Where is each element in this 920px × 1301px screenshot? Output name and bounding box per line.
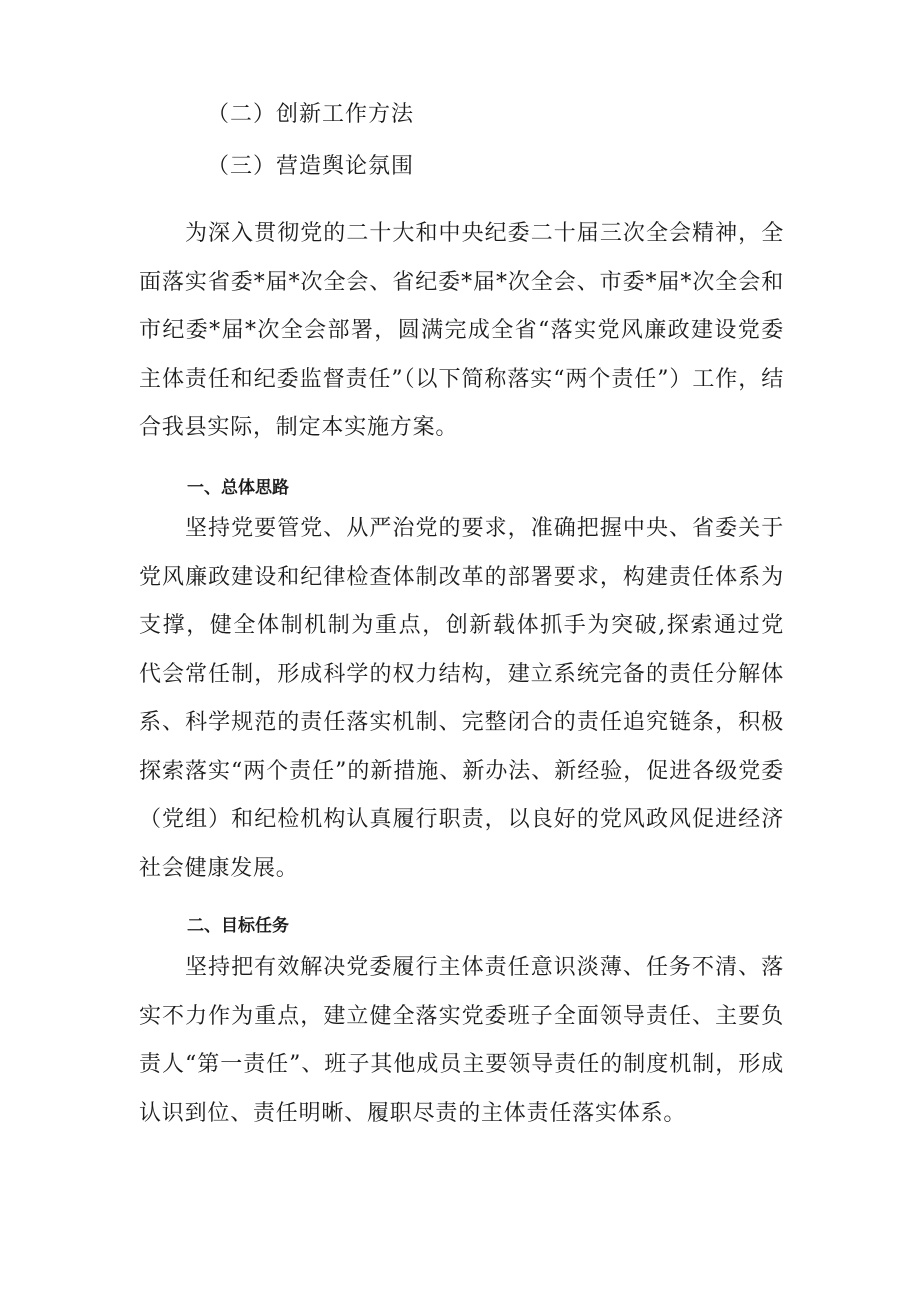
- outline-item-innovate-methods: （二）创新工作方法: [207, 102, 415, 127]
- intro-paragraph: 为深入贯彻党的二十大和中央纪委二十届三次全会精神，全面落实省委*届*次全会、省纪委*届*次全会、市委*届*次全会和市纪委*届*次全会部署，圆满完成全省“落实党风廉政建设党委主体责任和纪委监督责任”（以下简称落实“两个责任”）工作，结合我县实际，制定本实施方案。: [139, 221, 784, 440]
- section-paragraph-goals-tasks: 坚持把有效解决党委履行主体责任意识淡薄、任务不清、落实不力作为重点，建立健全落实党委班子全面领导责任、主要负责人“第一责任”、班子其他成员主要领导责任的制度机制，形成认识到位、责任明晰、履职尽责的主体责任落实体系。: [139, 955, 784, 1126]
- section-paragraph-overall-approach: 坚持党要管党、从严治党的要求，准确把握中央、省委关于党风廉政建设和纪律检查体制改革的部署要求，构建责任体系为支撑，健全体制机制为重点，创新载体抓手为突破,探索通过党代会常任制，形成科学的权力结构，建立系统完备的责任分解体系、科学规范的责任落实机制、完整闭合的责任追究链条，积极探索落实“两个责任”的新措施、新办法、新经验，促进各级党委（党组）和纪检机构认真履行职责，以良好的党风政风促进经济社会健康发展。: [139, 516, 784, 881]
- section-heading-goals-tasks: 二、目标任务: [187, 916, 289, 936]
- section-heading-overall-approach: 一、总体思路: [187, 478, 289, 498]
- outline-item-public-opinion: （三）营造舆论氛围: [207, 154, 415, 179]
